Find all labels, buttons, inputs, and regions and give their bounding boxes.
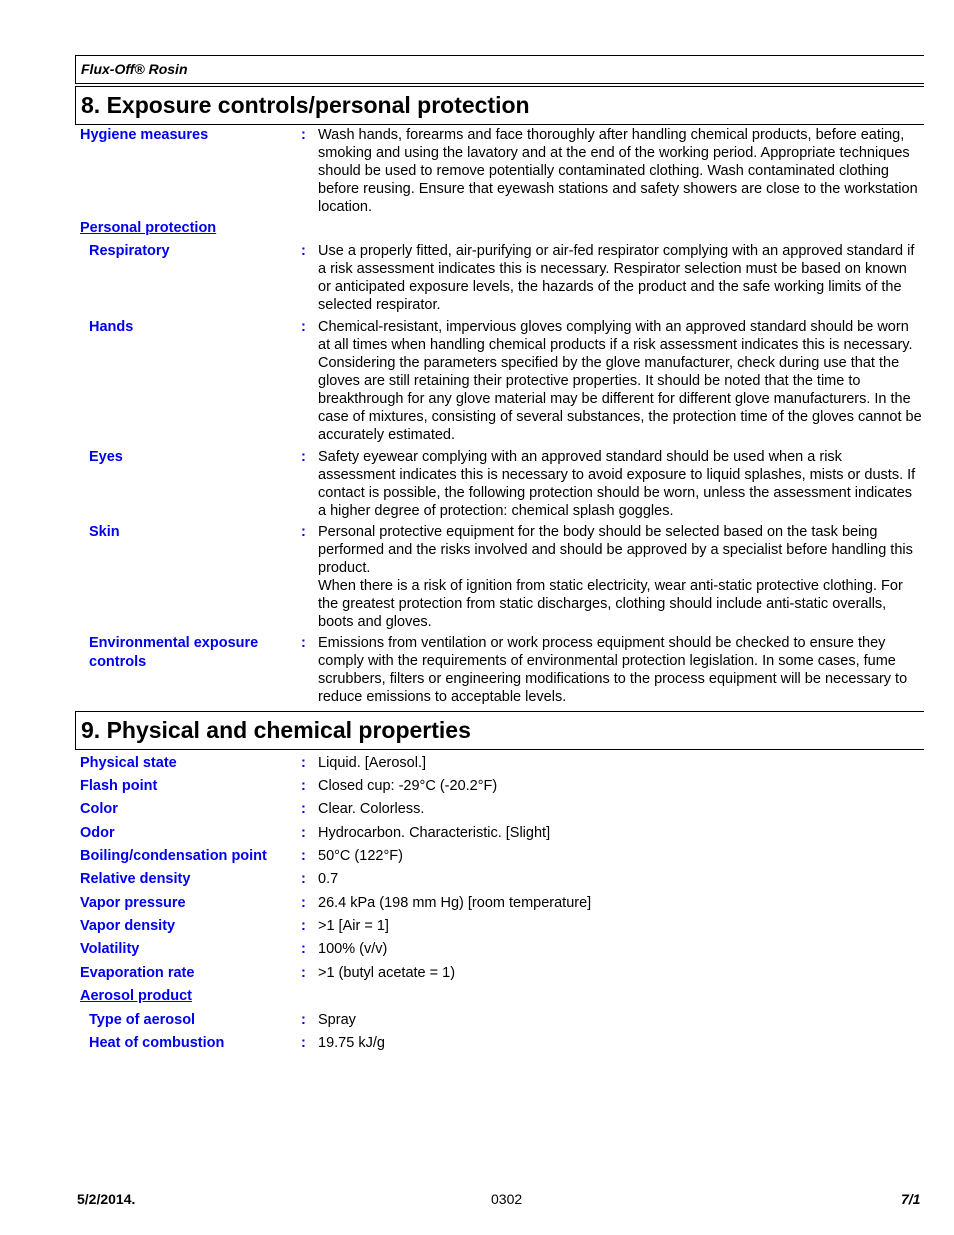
colon: :	[301, 965, 306, 981]
section-9-title: 9. Physical and chemical properties	[81, 717, 471, 743]
colon: :	[301, 895, 306, 911]
section-8-header	[75, 86, 924, 125]
eyes-value: Safety eyewear complying with an approved standard should be used when a risk assessment indicates this is necessary to avoid exposure to liquid splashes, mists or dusts. If contact is possible, the following protection should be worn, unless the assessment indicates a higher degree of protection: chemical splash goggles.	[318, 449, 916, 519]
respiratory-label: Respiratory	[89, 243, 170, 259]
property-label: Vapor density	[80, 918, 176, 934]
section-8-title: 8. Exposure controls/personal protection	[81, 92, 530, 118]
colon: :	[301, 848, 306, 864]
colon: :	[301, 755, 306, 771]
skin-value-part-1: Personal protective equipment for the body should be selected based on the task being performed and the risks involved and should be approved by a specialist before handling this product.	[318, 524, 913, 576]
property-label: Odor	[80, 825, 115, 841]
property-value: Spray	[318, 1012, 356, 1028]
colon: :	[301, 1012, 306, 1028]
property-value: Closed cup: -29°C (-20.2°F)	[318, 778, 498, 794]
property-value: >1 (butyl acetate = 1)	[318, 965, 456, 981]
product-name: Flux-Off® Rosin	[81, 61, 188, 77]
property-value: Liquid. [Aerosol.]	[318, 755, 427, 771]
colon: :	[301, 1035, 306, 1051]
environmental-label: Environmental exposure controls	[89, 635, 259, 670]
hygiene-value: Wash hands, forearms and face thoroughly after handling chemical products, before eating, smoking and using the lavatory and at the end of the working period. Appropriate techniques should be used to remove potentially contaminated clothing. Wash contaminated clothing before reusing. Ensure that eyewash stations and safety showers are close to the workstation location.	[318, 127, 918, 215]
colon: :	[301, 127, 306, 143]
property-label: Evaporation rate	[80, 965, 195, 981]
colon: :	[301, 918, 306, 934]
skin-label: Skin	[89, 524, 120, 540]
skin-value	[318, 523, 922, 631]
colon: :	[301, 449, 306, 465]
document-header	[75, 55, 924, 84]
colon: :	[301, 801, 306, 817]
property-value: 100% (v/v)	[318, 941, 388, 957]
section-9-header	[75, 711, 924, 750]
colon: :	[301, 635, 306, 651]
hands-value: Chemical-resistant, impervious gloves complying with an approved standard should be worn at all times when handling chemical products if a risk assessment indicates this is necessary. Considering the parameters specified by the glove manufacturer, check during use that the gloves are still retaining their protective properties. It should be noted that the time to breakthrough for any glove material may be different for different glove manufacturers. In the case of mixtures, consisting of several substances, the protection time of the gloves cannot be accurately estimated.	[318, 319, 922, 443]
property-value: Clear. Colorless.	[318, 801, 425, 817]
eyes-label: Eyes	[89, 449, 123, 465]
property-label: Vapor pressure	[80, 895, 186, 911]
colon: :	[301, 825, 306, 841]
property-value: 26.4 kPa (198 mm Hg) [room temperature]	[318, 895, 592, 911]
hygiene-label: Hygiene measures	[80, 127, 209, 143]
aerosol-product-label: Aerosol product	[80, 988, 192, 1004]
footer-code: 0302	[491, 1191, 523, 1207]
property-label: Volatility	[80, 941, 140, 957]
property-label: Color	[80, 801, 118, 817]
respiratory-value: Use a properly fitted, air-purifying or air-fed respirator complying with an approved standard if a risk assessment indicates this is necessary. Respirator selection must be based on known or anticipated exposure levels, the hazards of the product and the safe working limits of the selected respirator.	[318, 243, 915, 313]
property-label: Heat of combustion	[89, 1035, 225, 1051]
environmental-value: Emissions from ventilation or work process equipment should be checked to ensure they comply with the requirements of environmental protection legislation. In some cases, fume scrubbers, filters or engineering modifications to the process equipment will be necessary to reduce emissions to acceptable levels.	[318, 635, 908, 705]
colon: :	[301, 524, 306, 540]
property-value: 0.7	[318, 871, 339, 887]
property-label: Boiling/condensation point	[80, 848, 267, 864]
hands-label: Hands	[89, 319, 134, 335]
property-label: Type of aerosol	[89, 1012, 196, 1028]
property-label: Physical state	[80, 755, 177, 771]
personal-protection-label: Personal protection	[80, 220, 217, 236]
colon: :	[301, 319, 306, 335]
property-value: Hydrocarbon. Characteristic. [Slight]	[318, 825, 551, 841]
colon: :	[301, 941, 306, 957]
property-value: 50°C (122°F)	[318, 848, 403, 864]
property-label: Flash point	[80, 778, 158, 794]
property-value: >1 [Air = 1]	[318, 918, 389, 934]
footer-date: 5/2/2014.	[77, 1191, 136, 1207]
footer-page-number: 7/1	[901, 1191, 921, 1207]
skin-value-part-2: When there is a risk of ignition from static electricity, wear anti-static protective clothing. For the greatest protection from static discharges, clothing should include anti-static overalls, boots and gloves.	[318, 578, 903, 630]
property-label: Relative density	[80, 871, 191, 887]
property-value: 19.75 kJ/g	[318, 1035, 385, 1051]
colon: :	[301, 243, 306, 259]
colon: :	[301, 778, 306, 794]
colon: :	[301, 871, 306, 887]
